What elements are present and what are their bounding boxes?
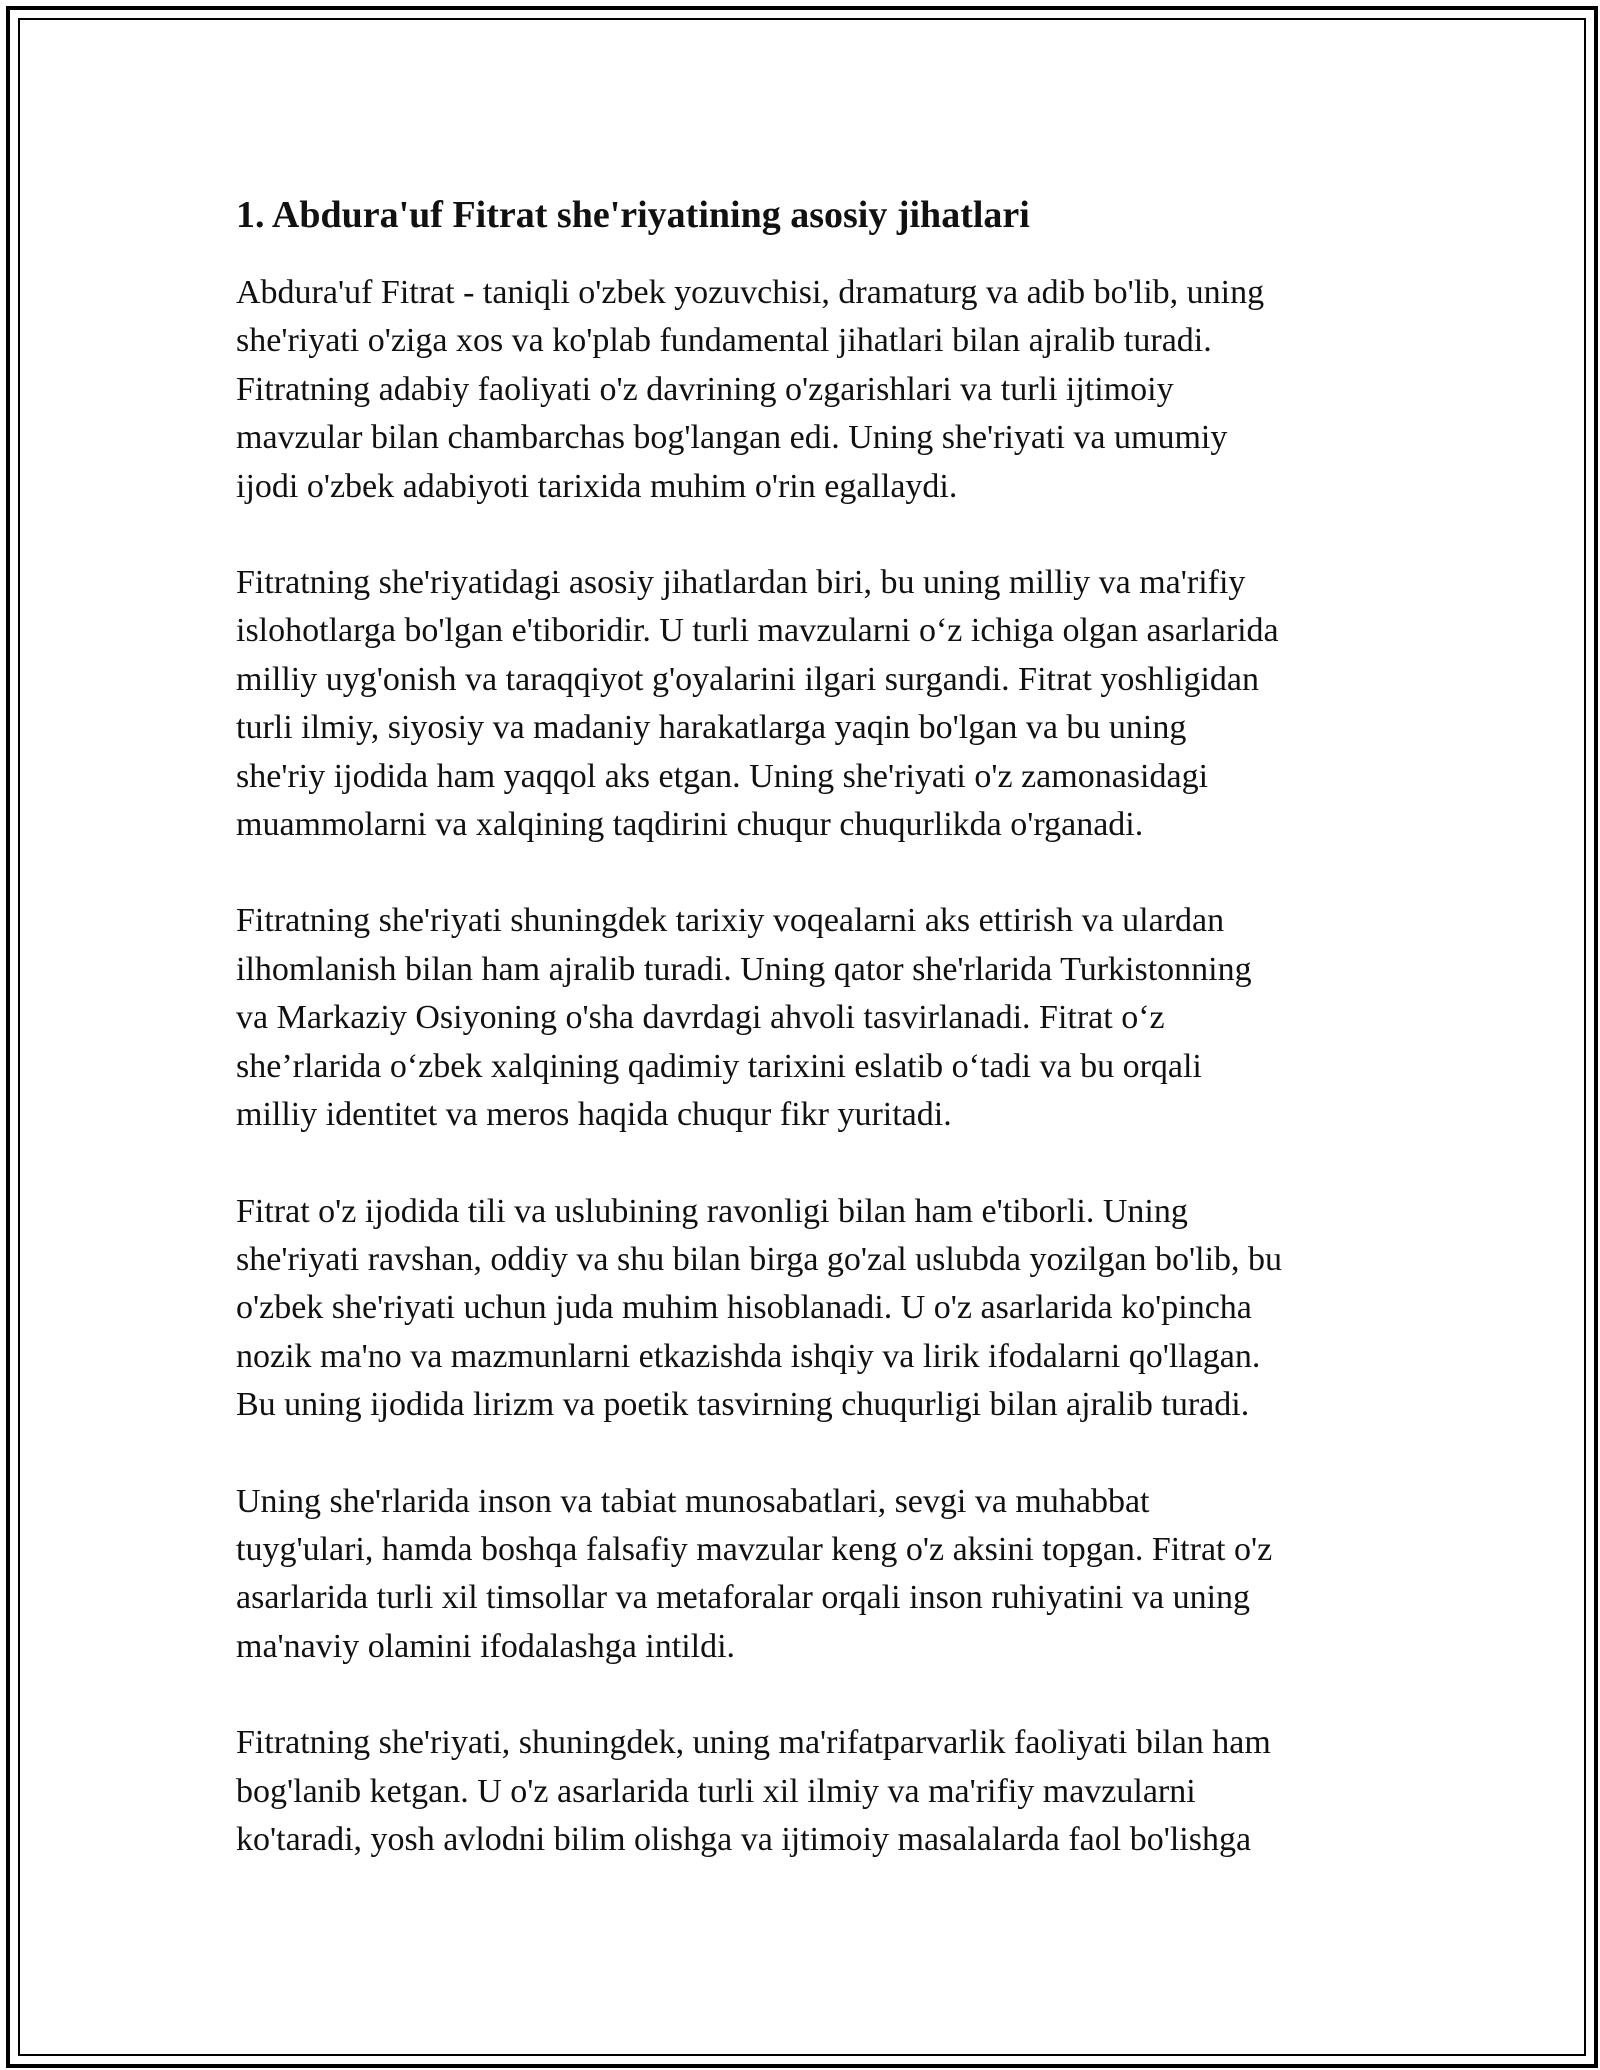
document-body [236, 187, 1386, 1912]
body-paragraph [236, 1188, 1386, 1430]
paragraph-line: ijodi o'zbek adabiyoti tarixida muhim o'rin egallaydi. [236, 467, 958, 505]
paragraph-line: milliy uyg'onish va taraqqiyot g'oyalarini ilgari surgandi. Fitrat yoshligidan [236, 660, 1259, 698]
paragraph-line: Fitratning she'riyati shuningdek tarixiy voqealarni aks ettirish va ulardan [236, 902, 1225, 940]
paragraph-line: va Markaziy Osiyoning o'sha davrdagi ahvoli tasvirlanadi. Fitrat o‘z [236, 999, 1165, 1037]
paragraph-line: mavzular bilan chambarchas bog'langan edi. Uning she'riyati va umumiy [236, 419, 1228, 457]
paragraph-line: ko'taradi, yosh avlodni bilim olishga va ijtimoiy masalalarda faol bo'lishga [236, 1820, 1252, 1858]
paragraph-line: she’rlarida o‘zbek xalqining qadimiy tarixini eslatib o‘tadi va bu orqali [236, 1047, 1202, 1085]
paragraph-line: Fitratning adabiy faoliyati o'z davrining o'zgarishlari va turli ijtimoiy [236, 370, 1174, 408]
body-paragraph [236, 1719, 1386, 1864]
paragraphs-container [236, 269, 1386, 1864]
paragraph-line: Bu uning ijodida lirizm va poetik tasvirning chuqurligi bilan ajralib turadi. [236, 1386, 1250, 1424]
paragraph-line: she'riyati o'ziga xos va ko'plab fundamental jihatlari bilan ajralib turadi. [236, 322, 1212, 360]
paragraph-line: she'riy ijodida ham yaqqol aks etgan. Uning she'riyati o'z zamonasidagi [236, 757, 1209, 795]
section-heading: 1. Abdura'uf Fitrat she'riyatining asosiy jihatlari [236, 194, 1030, 236]
paragraph-line: she'riyati ravshan, oddiy va shu bilan birga go'zal uslubda yozilgan bo'lib, bu [236, 1240, 1283, 1278]
paragraph-line: nozik ma'no va mazmunlarni etkazishda ishqiy va lirik ifodalarni qo'llagan. [236, 1337, 1261, 1375]
paragraph-line: bog'lanib ketgan. U o'z asarlarida turli xil ilmiy va ma'rifiy mavzularni [236, 1772, 1196, 1810]
paragraph-line: Fitratning she'riyatidagi asosiy jihatlardan biri, bu uning milliy va ma'rifiy [236, 564, 1246, 602]
paragraph-line: muammolarni va xalqining taqdirini chuqur chuqurlikda o'rganadi. [236, 806, 1144, 844]
body-paragraph [236, 897, 1386, 1139]
body-paragraph [236, 559, 1386, 849]
paragraph-line: o'zbek she'riyati uchun juda muhim hisoblanadi. U o'z asarlarida ko'pincha [236, 1289, 1252, 1327]
paragraph-line: ilhomlanish bilan ham ajralib turadi. Uning qator she'rlarida Turkistonning [236, 950, 1252, 988]
paragraph-line: tuyg'ulari, hamda boshqa falsafiy mavzular keng o'z aksini topgan. Fitrat o'z [236, 1530, 1273, 1568]
paragraph-line: turli ilmiy, siyosiy va madaniy harakatlarga yaqin bo'lgan va bu uning [236, 709, 1187, 747]
paragraph-line: Abdura'uf Fitrat - taniqli o'zbek yozuvchisi, dramaturg va adib bo'lib, uning [236, 274, 1265, 311]
paragraph-line: Fitratning she'riyati, shuningdek, uning ma'rifatparvarlik faoliyati bilan ham [236, 1724, 1271, 1762]
paragraph-line: islohotlarga bo'lgan e'tiboridir. U turli mavzularni o‘z ichiga olgan asarlarida [236, 612, 1279, 650]
paragraph-line: asarlarida turli xil timsollar va metaforalar orqali inson ruhiyatini va uning [236, 1579, 1251, 1617]
paragraph-line: Fitrat o'z ijodida tili va uslubining ravonligi bilan ham e'tiborli. Uning [236, 1192, 1188, 1230]
paragraph-line: Uning she'rlarida inson va tabiat munosabatlari, sevgi va muhabbat [236, 1482, 1150, 1520]
body-paragraph [236, 1478, 1386, 1672]
paragraph-line: milliy identitet va meros haqida chuqur fikr yuritadi. [236, 1096, 952, 1134]
paragraph-line: ma'naviy olamini ifodalashga intildi. [236, 1627, 736, 1665]
body-paragraph [236, 269, 1386, 511]
